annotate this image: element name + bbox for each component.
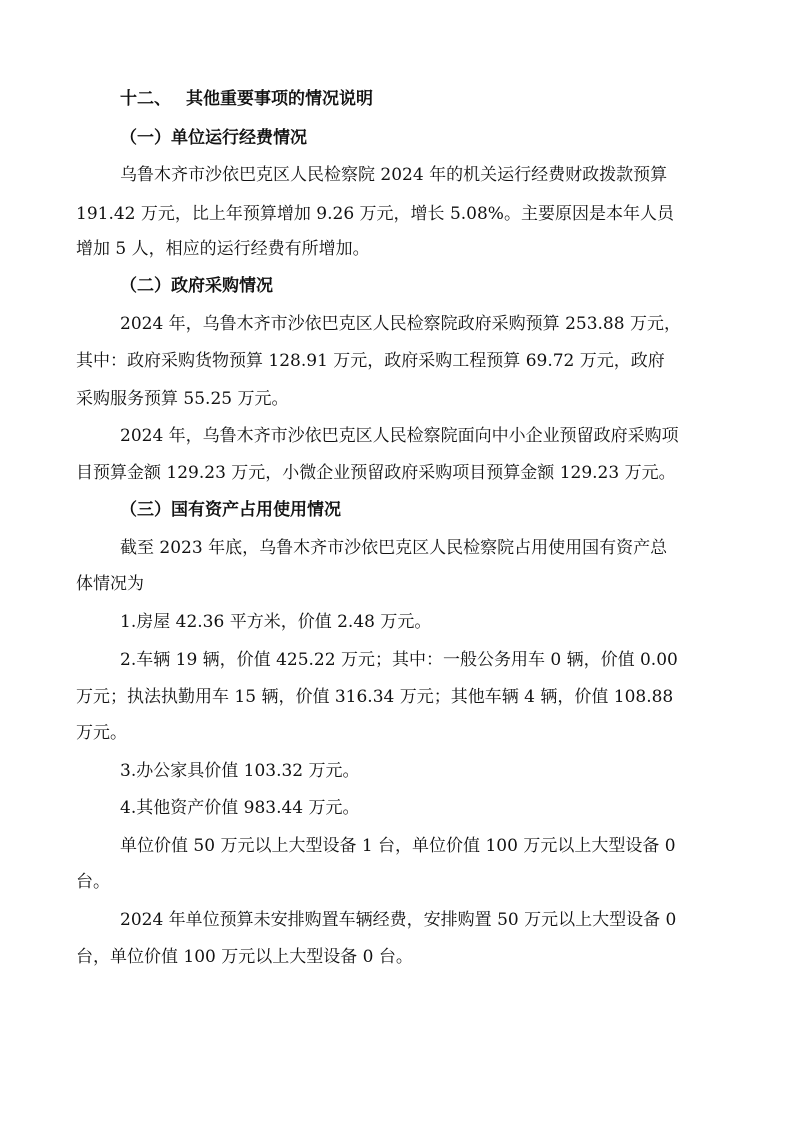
paragraph-line: 2024 年单位预算未安排购置车辆经费，安排购置 50 万元以上大型设备 0 (120, 910, 677, 930)
asset-item-3: 3.办公家具价值 103.32 万元。 (120, 761, 360, 781)
section-number: 十二、 (120, 89, 171, 109)
paragraph-line: 2024 年，乌鲁木齐市沙依巴克区人民检察院政府采购预算 253.88 万元， (120, 314, 681, 334)
paragraph-line: 2024 年，乌鲁木齐市沙依巴克区人民检察院面向中小企业预留政府采购项 (120, 426, 679, 446)
paragraph-line: 万元；执法执勤用车 15 辆，价值 316.34 万元；其他车辆 4 辆，价值 108.88 (76, 687, 674, 707)
paragraph-line: 台。 (76, 872, 110, 892)
subsection-heading-3: （三）国有资产占用使用情况 (120, 500, 341, 520)
paragraph-line: 乌鲁木齐市沙依巴克区人民检察院 2024 年的机关运行经费财政拨款预算 (120, 165, 668, 185)
paragraph-line: 体情况为 (76, 574, 144, 594)
paragraph-line: 万元。 (76, 723, 127, 743)
asset-item-1: 1.房屋 42.36 平方米，价值 2.48 万元。 (120, 612, 432, 632)
asset-item-2: 2.车辆 19 辆，价值 425.22 万元；其中：一般公务用车 0 辆，价值 0.00 (120, 650, 678, 670)
paragraph-line: 台，单位价值 100 万元以上大型设备 0 台。 (76, 947, 413, 967)
paragraph-line: 截至 2023 年底，乌鲁木齐市沙依巴克区人民检察院占用使用国有资产总 (120, 538, 668, 558)
subsection-heading-2: （二）政府采购情况 (120, 276, 273, 296)
subsection-heading-1: （一）单位运行经费情况 (120, 128, 307, 148)
paragraph-line: 采购服务预算 55.25 万元。 (76, 389, 289, 409)
paragraph-line: 增加 5 人，相应的运行经费有所增加。 (76, 239, 370, 259)
section-title: 其他重要事项的情况说明 (186, 89, 373, 109)
asset-item-4: 4.其他资产价值 983.44 万元。 (120, 798, 360, 818)
paragraph-line: 单位价值 50 万元以上大型设备 1 台，单位价值 100 万元以上大型设备 0 (120, 836, 676, 856)
paragraph-line: 目预算金额 129.23 万元，小微企业预留政府采购项目预算金额 129.23 万元。 (76, 463, 676, 483)
paragraph-line: 191.42 万元，比上年预算增加 9.26 万元，增长 5.08%。主要原因是本年人员 (76, 204, 674, 224)
section-heading (0, 89, 793, 113)
paragraph-line: 其中：政府采购货物预算 128.91 万元，政府采购工程预算 69.72 万元，政府 (76, 351, 665, 371)
